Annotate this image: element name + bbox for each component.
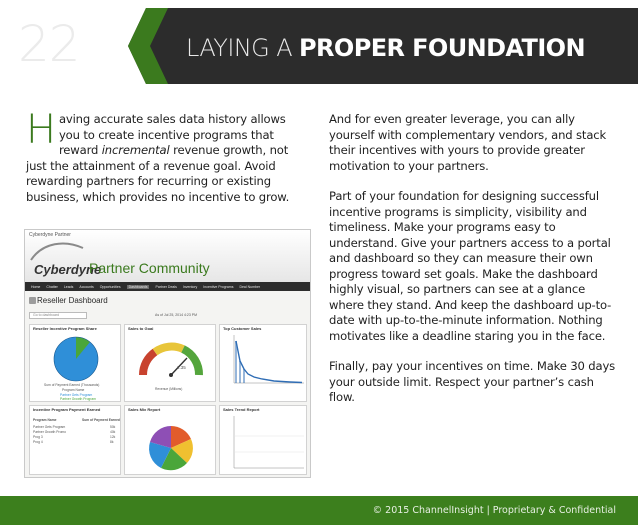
panel-title: Reseller Incentive Program Share (33, 326, 97, 331)
nav-item[interactable]: Chatter (46, 284, 58, 289)
nav-item-active[interactable]: Dashboards (128, 284, 148, 289)
pie-label: Sum of Payment Earned (Thousands) (44, 383, 100, 387)
pie-label: Program Name (62, 388, 85, 392)
table-cell: Prog 3 (33, 435, 43, 439)
table-cell: Partner Growth Promo (33, 430, 66, 434)
nav-item[interactable]: Incentive Programs (203, 284, 234, 289)
table-cell: 40k (110, 430, 116, 434)
table-cell: 12k (110, 435, 116, 439)
panel-title: Sales to Goal (128, 326, 154, 331)
panel-payment-earned (29, 405, 121, 475)
portal-header (25, 230, 311, 282)
portal-brand-small: Cyberdyne Partner (29, 232, 71, 238)
panel-top-customer (219, 324, 307, 402)
pie-legend-item: Partner Growth Program (60, 397, 96, 401)
title-light: LAYING A (186, 34, 300, 62)
portal-nav (25, 282, 311, 291)
gauge-value: 2.35 (177, 365, 186, 370)
sales-trend-chart (220, 406, 308, 476)
table-cell: Prog 4 (33, 440, 43, 444)
body-paragraph: Part of your foundation for designing successful incentive programs is simplicity, visibility and timeliness. Make your programs easy to understand. Give your partners access to a portal and dashboard so they can measure their own progress toward set goals. Make the dashboard highly visual, so partners can see at a glance where they stand. And keep the dashboard up-to-date with up-to-the-minute information. Nothing motivates like a deadline staring you in the face. (329, 189, 612, 343)
dashboard-heading: Reseller Dashboard (37, 296, 108, 305)
drop-cap: H (26, 107, 56, 153)
nav-item[interactable]: Opportunities (99, 284, 121, 289)
intro-paragraph (26, 107, 308, 205)
dashboard-icon (29, 297, 36, 304)
nav-item[interactable]: Leads (63, 284, 74, 289)
header (0, 0, 638, 88)
intro-text-part1: aving accurate sales data history allows you to create incentive programs that reward (58, 112, 286, 157)
panel-title: Sales Mix Report (128, 407, 161, 412)
nav-item[interactable]: Accounts (79, 284, 94, 289)
table-header: Program Name (33, 418, 57, 422)
panel-title: Sales Trend Report (223, 407, 260, 412)
sales-mix-pie (125, 406, 217, 476)
intro-text-part2: revenue growth, not just the attainment of a revenue goal. Avoid rewarding partners for recurring or existing business, which provides no incentive to grow. (26, 143, 290, 204)
nav-item[interactable]: Inventory (182, 284, 198, 289)
table-header: Sum of Payment Earned (82, 418, 120, 422)
panel-sales-mix (124, 405, 216, 475)
dashboard-search-input[interactable]: Go to dashboard (29, 312, 87, 319)
panel-program-share (29, 324, 121, 402)
table-cell: 50k (110, 425, 116, 429)
pie-legend-item: Partner Gets Program (60, 393, 93, 397)
nav-item[interactable]: Home (31, 284, 41, 289)
table-cell: 8k (110, 440, 114, 444)
right-column (329, 112, 621, 421)
left-column (26, 107, 308, 205)
page-title (186, 34, 585, 62)
panel-sales-to-goal (124, 324, 216, 402)
panel-title: Incentive Program Payment Earned (33, 407, 101, 412)
panel-title: Top Customer Sales (223, 326, 262, 331)
title-bold: PROPER FOUNDATION (299, 34, 585, 62)
portal-logo: Cyberdyne (34, 262, 102, 277)
panel-sales-trend (219, 405, 307, 475)
body-paragraph: Finally, pay your incentives on time. Make 30 days your outside limit. Respect your partner’s cash flow. (329, 359, 616, 404)
intro-emphasis: incremental (101, 143, 170, 157)
portal-community-title: Partner Community (89, 260, 210, 276)
sales-gauge (125, 325, 217, 403)
table-cell: Partner Gets Program (33, 425, 66, 429)
body-paragraph: And for even greater leverage, you can ally yourself with complementary vendors, and stack their incentives with yours to provide greater motivation to your partners. (329, 112, 607, 173)
footer-text: © 2015 ChannelInsight | Proprietary & Confidential (372, 505, 616, 516)
gauge-caption: Revenue (Millions) (155, 387, 183, 391)
nav-item[interactable]: Deal Number (239, 284, 261, 289)
nav-item[interactable]: Partner Deals (155, 284, 177, 289)
title-banner (128, 8, 638, 84)
dashboard-date: As of Jul 25, 2014 4:23 PM (155, 313, 198, 317)
top-customer-chart (220, 325, 308, 403)
page-number: 22 (18, 15, 80, 73)
dashboard-screenshot (24, 229, 311, 478)
